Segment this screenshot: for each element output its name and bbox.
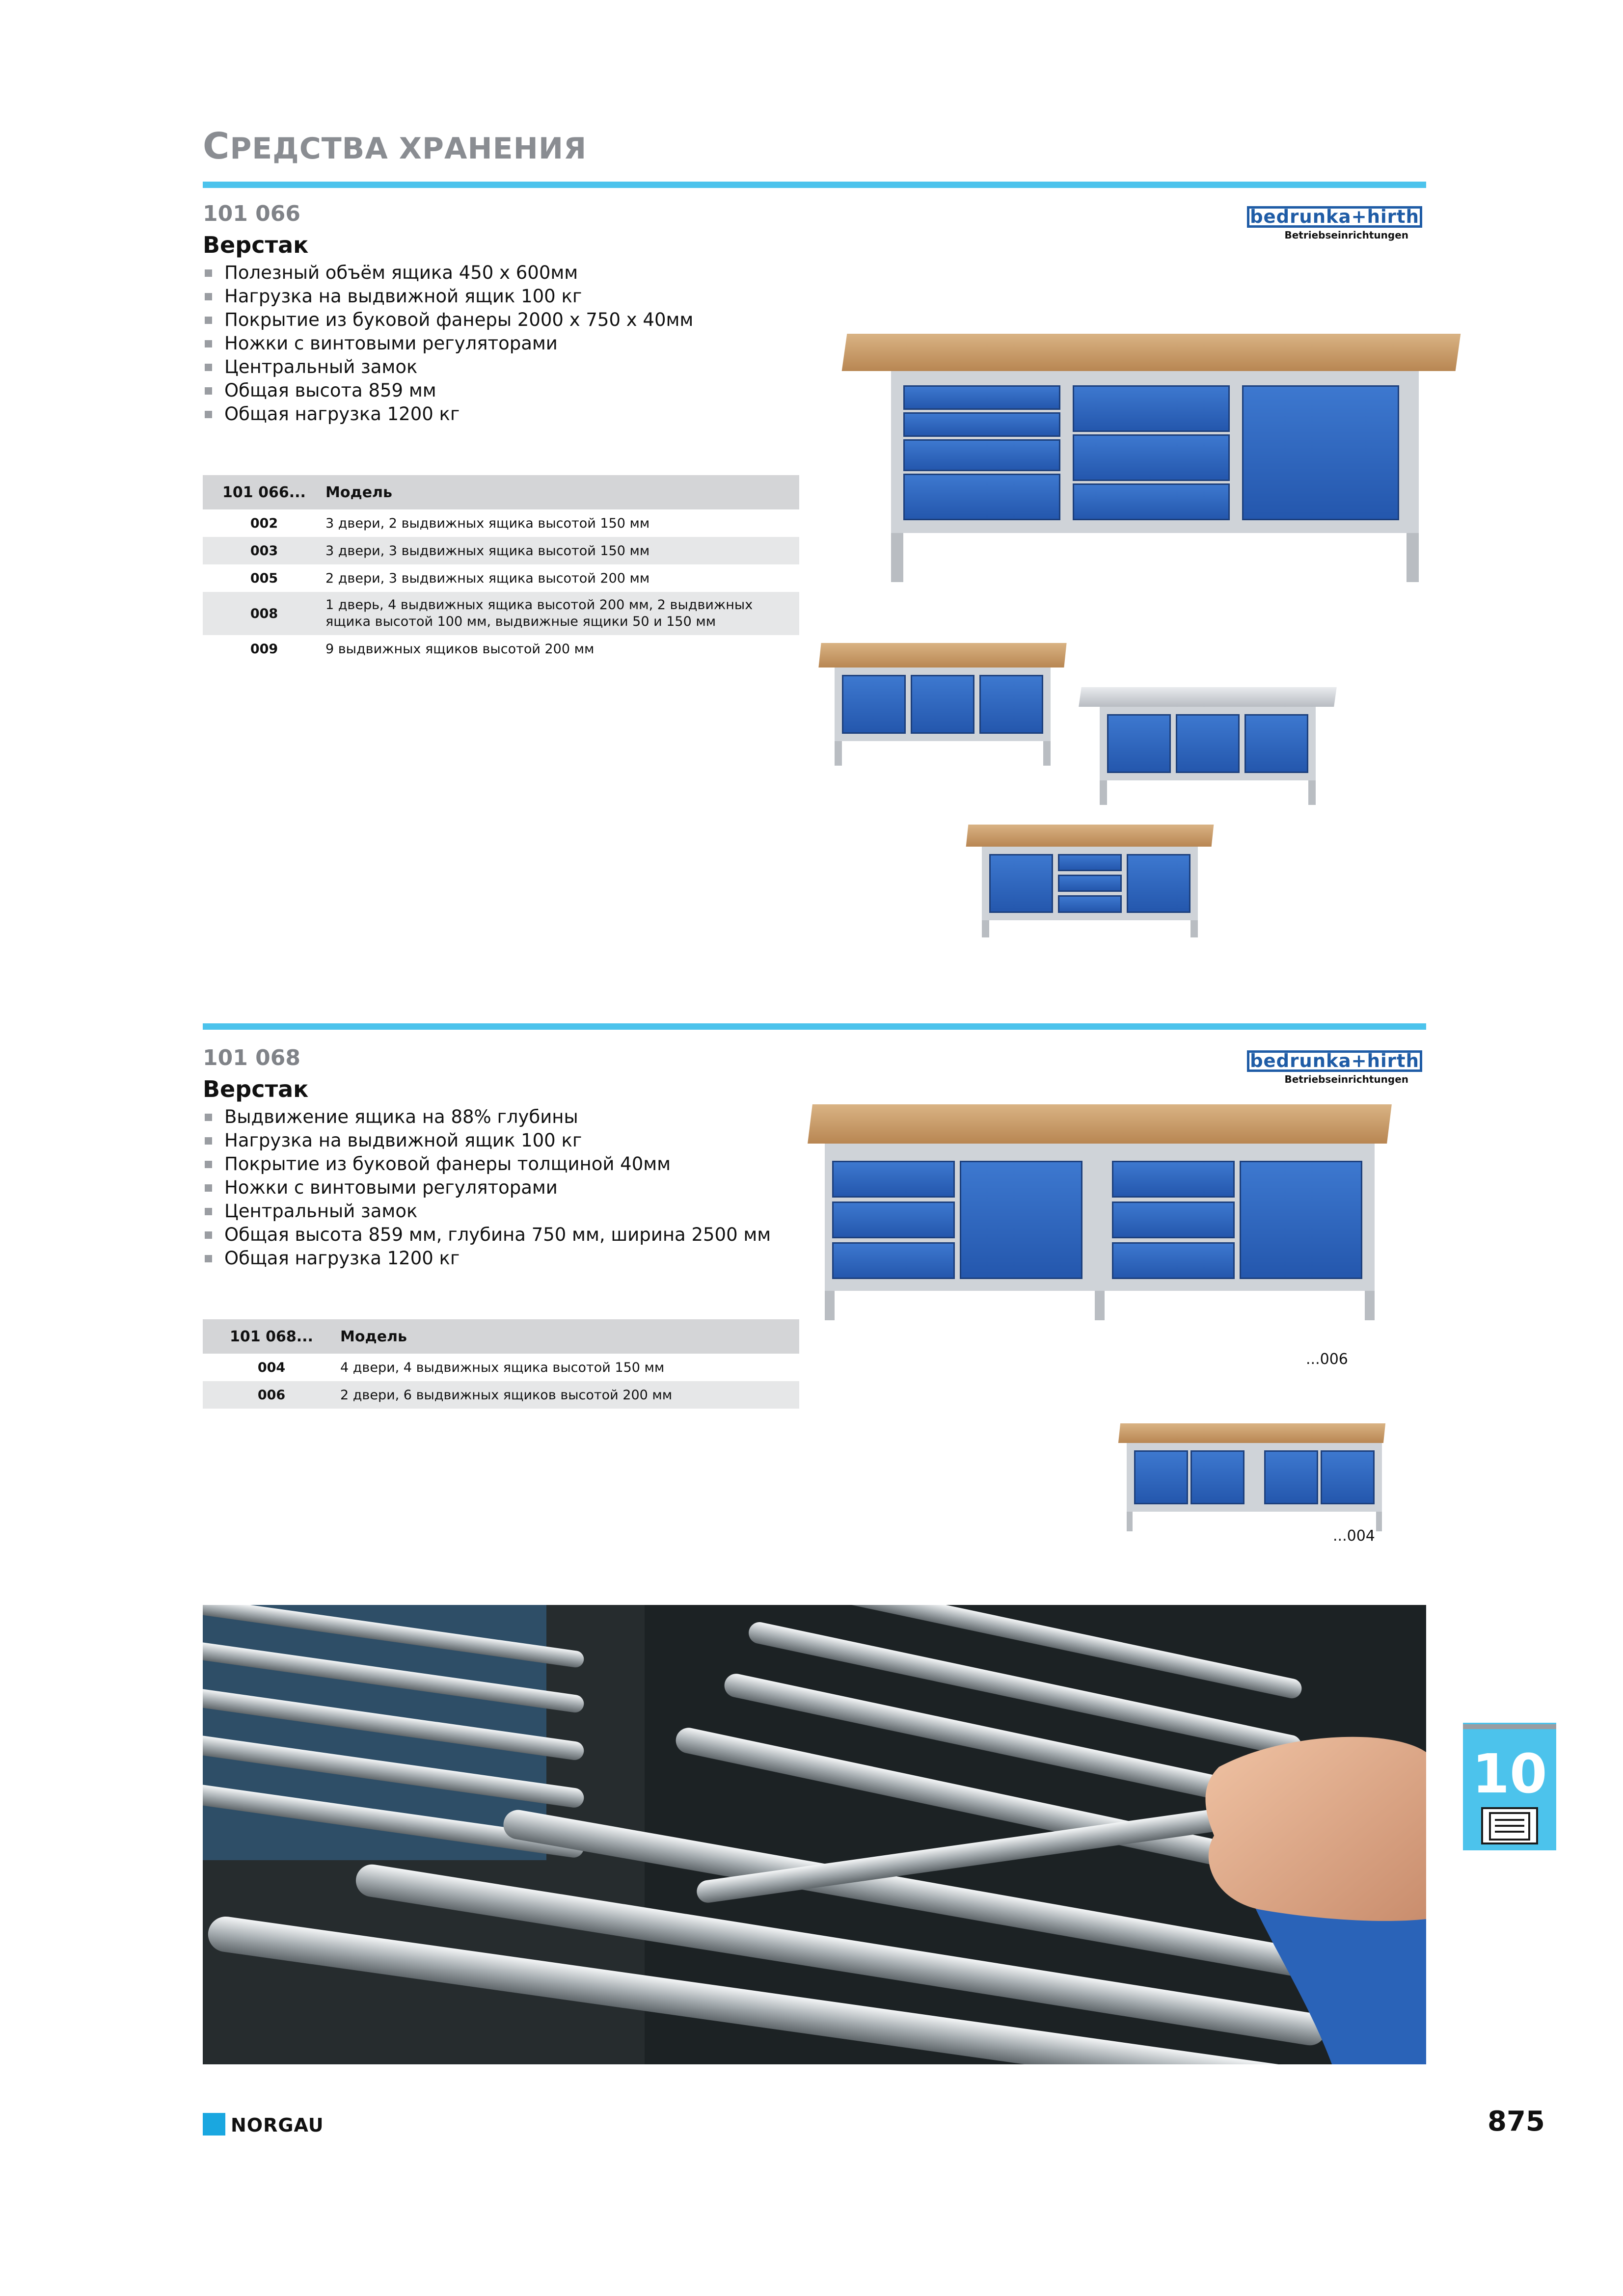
feature-item: Ножки с винтовыми регуляторами xyxy=(203,332,693,355)
footer-brand: NORGAU xyxy=(231,2114,324,2136)
row-code: 003 xyxy=(203,537,325,564)
feature-item: Общая высота 859 мм xyxy=(203,379,693,402)
model-table xyxy=(203,1319,799,1409)
row-model: 2 двери, 6 выдвижных ящиков высотой 200 мм xyxy=(340,1381,799,1409)
brand-logo xyxy=(1247,206,1422,245)
row-code: 002 xyxy=(250,515,278,531)
feature-item: Нагрузка на выдвижной ящик 100 кг xyxy=(203,285,693,308)
wrench-tray-photo xyxy=(203,1605,1426,2064)
row-code: 005 xyxy=(250,570,278,586)
row-model: 3 двери, 3 выдвижных ящика высотой 150 мм xyxy=(325,537,799,564)
table-row xyxy=(203,509,799,537)
table-header-model: Модель xyxy=(340,1319,799,1354)
table-row xyxy=(203,1381,799,1409)
section-title: СРЕДСТВА ХРАНЕНИЯ xyxy=(203,125,587,167)
feature-item: Общая высота 859 мм, глубина 750 мм, ширина 2500 мм xyxy=(203,1223,771,1247)
image-caption: ...004 xyxy=(1333,1527,1375,1545)
row-model: 4 двери, 4 выдвижных ящика высотой 150 мм xyxy=(340,1360,665,1375)
row-model: 2 двери, 3 выдвижных ящика высотой 200 мм xyxy=(325,570,650,586)
table-header-code: 101 068... xyxy=(203,1319,340,1354)
product-code: 101 068 xyxy=(203,1045,301,1070)
brand-logo-name: bedrunka+hirth xyxy=(1247,206,1422,228)
feature-item: Покрытие из буковой фанеры толщиной 40мм xyxy=(203,1152,771,1176)
product-title: Верстак xyxy=(203,232,309,258)
table-row xyxy=(203,592,799,635)
feature-list xyxy=(203,1105,771,1270)
section-rule xyxy=(203,1023,1426,1030)
table-row xyxy=(203,635,799,663)
row-code: 006 xyxy=(203,1381,340,1409)
product-code: 101 066 xyxy=(203,201,301,226)
feature-item: Ножки с винтовыми регуляторами xyxy=(203,1176,771,1200)
row-code: 008 xyxy=(203,592,325,635)
brand-logo-subtitle: Betriebseinrichtungen xyxy=(1284,229,1408,241)
workbench-image-main xyxy=(844,324,1458,599)
model-table xyxy=(203,475,799,663)
feature-item: Полезный объём ящика 450 x 600мм xyxy=(203,261,693,285)
page-number: 875 xyxy=(1488,2106,1545,2137)
row-model: 1 дверь, 4 выдвижных ящика высотой 200 мм, 2 выдвижных ящика высотой 100 мм, выдвижные ящики 50 и 150 мм xyxy=(325,592,799,635)
feature-item: Покрытие из буковой фанеры 2000 x 750 x 40мм xyxy=(203,308,693,332)
footer-logo-square xyxy=(203,2113,225,2136)
workbench-image-002 xyxy=(820,643,1065,766)
table-row xyxy=(203,1354,799,1381)
table-header-code: 101 066... xyxy=(203,475,325,509)
feature-list xyxy=(203,261,693,426)
feature-item: Выдвижение ящика на 88% глубины xyxy=(203,1105,771,1129)
feature-item: Центральный замок xyxy=(203,1200,771,1223)
product-title: Верстак xyxy=(203,1076,309,1102)
table-row xyxy=(203,537,799,564)
feature-item: Общая нагрузка 1200 кг xyxy=(203,402,693,426)
storage-cabinet-icon xyxy=(1480,1806,1539,1845)
brand-logo xyxy=(1247,1050,1422,1090)
wrench-photo-illustration xyxy=(203,1605,1426,2064)
image-caption: ...006 xyxy=(1306,1351,1348,1368)
feature-item: Центральный замок xyxy=(203,355,693,379)
table-row xyxy=(203,564,799,592)
row-model: 9 выдвижных ящиков высотой 200 мм xyxy=(325,641,595,657)
workbench-image-006 xyxy=(810,1104,1389,1325)
table-header-model: Модель xyxy=(325,475,799,509)
workbench-image-003 xyxy=(1080,687,1335,805)
workbench-image-005 xyxy=(967,825,1213,937)
chapter-number: 10 xyxy=(1472,1742,1547,1805)
row-model: 3 двери, 2 выдвижных ящика высотой 150 мм xyxy=(325,515,650,531)
feature-item: Общая нагрузка 1200 кг xyxy=(203,1247,771,1270)
section-rule xyxy=(203,182,1426,188)
row-code: 009 xyxy=(250,641,278,657)
row-code: 004 xyxy=(257,1360,286,1375)
brand-logo-subtitle: Betriebseinrichtungen xyxy=(1284,1073,1408,1085)
workbench-image-004 xyxy=(1119,1423,1394,1531)
chapter-tab-bar xyxy=(1463,1724,1556,1729)
brand-logo-name: bedrunka+hirth xyxy=(1247,1050,1422,1072)
feature-item: Нагрузка на выдвижной ящик 100 кг xyxy=(203,1129,771,1152)
